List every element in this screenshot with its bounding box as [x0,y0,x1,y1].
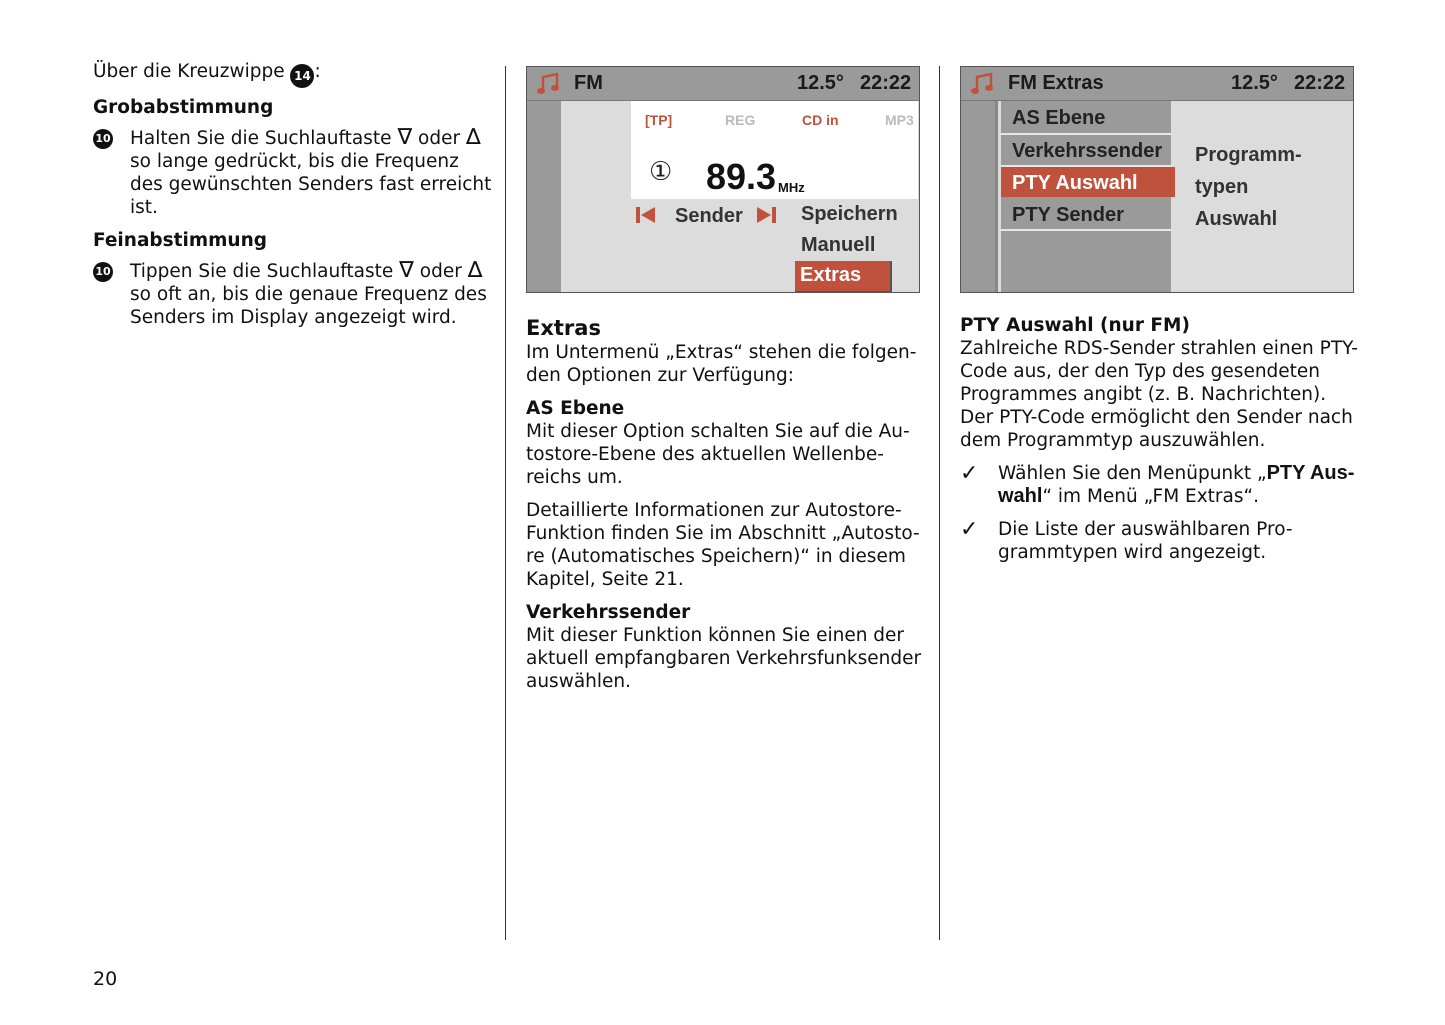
left-bar [527,101,561,292]
coarse-line-2: so lange gedrückt, bis die Frequenz [130,151,459,172]
coarse-step [93,127,493,219]
vs-line-1: Mit dieser Funktion können Sie einen der [526,625,905,646]
coarse-oder: oder [418,128,461,149]
seek-up-icon: ∆ [467,258,483,283]
pty-auswahl-term-b: wahl [998,485,1043,507]
bullet-2-line-1: Die Liste der auswählbaren Pro- [998,519,1293,540]
bullet-2 [960,518,1360,564]
controls-panel [631,199,918,292]
menu-item-manuell[interactable]: Manuell [801,234,876,256]
seek-up-icon: ∆ [466,125,481,150]
preset-number: ① [649,157,673,187]
bullet-1-text-a: Wählen Sie den Menüpunkt „ [998,463,1267,484]
detail-line-4: Kapitel, Seite 21. [526,569,684,590]
pty-auswahl-term-a: PTY Aus- [1266,462,1355,484]
fine-heading: Feinabstimmung [93,230,268,251]
fm-title-bar [527,67,919,101]
menu-item-verkehrssender[interactable] [1001,135,1171,167]
pty-heading: PTY Auswahl (nur FM) [960,315,1190,336]
info-line-2: typen [1195,176,1249,198]
menu-label: PTY Sender [1012,204,1124,226]
menu-item-pty-sender[interactable] [1001,199,1171,231]
vs-line-2: aktuell empfangbaren Verkehrsfunksender [526,648,922,669]
menu-item-pty-auswahl-selected[interactable] [1001,167,1175,197]
coarse-line-4: ist. [130,197,158,218]
frequency-panel [631,101,918,199]
fm-extras-screen [960,66,1354,293]
extras-intro-1: Im Untermenü „Extras“ stehen die folgen- [526,342,917,363]
intro-line [93,60,493,88]
temperature: 12.5° [1231,72,1278,94]
menu-label: AS Ebene [1012,107,1106,129]
intro-colon: : [314,61,321,82]
seek-down-icon: ∇ [399,258,414,283]
page-number: 20 [93,968,118,990]
cd-indicator: CD in [802,112,839,128]
coarse-heading: Grobabstimmung [93,97,274,118]
clock: 22:22 [1294,72,1346,94]
as-line-3: reichs um. [526,467,623,488]
frequency-value: 89.3 [706,156,777,197]
fine-text-a: Tippen Sie die Suchlauftaste [130,261,394,282]
coarse-text-a: Halten Sie die Suchlauftaste [130,128,392,149]
frequency-unit: MHz [778,180,805,195]
pty-line-3: Programmes angibt (z. B. Nachrichten). [960,384,1327,405]
left-bar [961,101,998,292]
menu-item-speichern[interactable]: Speichern [801,203,898,225]
pty-line-4: Der PTY-Code ermöglicht den Sender nach [960,407,1353,428]
seek-down-icon: ∇ [397,125,413,150]
bullet-2-line-2: grammtypen wird angezeigt. [998,542,1267,563]
bullet-1-line-2 [998,485,1360,508]
temperature: 12.5° [797,72,844,94]
bullet-1-line-1 [998,462,1360,485]
fine-oder: oder [419,261,462,282]
as-ebene-heading: AS Ebene [526,398,625,419]
clock: 22:22 [860,72,912,94]
mp3-indicator: MP3 [885,112,914,128]
sender-label: Sender [675,205,743,227]
fm-display-screen [526,66,920,293]
skip-forward-icon[interactable] [755,206,777,224]
fine-step [93,260,493,329]
info-panel [1195,139,1302,235]
fine-line-2: so oft an, bis die genaue Frequenz des [130,284,487,305]
music-note-icon [969,71,995,97]
pty-line-1: Zahlreiche RDS-Sender strahlen einen PTY- [960,338,1358,359]
music-note-icon [535,71,561,97]
detail-line-2: Funktion finden Sie im Abschnitt „Autosto- [526,523,920,544]
fine-line-3: Senders im Display angezeigt wird. [130,307,457,328]
menu-item-extras-label: Extras [800,264,862,286]
menu-list [1001,101,1171,292]
verkehrssender-heading: Verkehrssender [526,602,691,623]
reg-indicator: REG [725,112,756,128]
control-14-badge: 14 [290,64,314,88]
screen-title: FM Extras [1008,72,1104,94]
pty-line-2: Code aus, der den Typ des gesendeten [960,361,1321,382]
column-divider-left [505,66,506,940]
menu-label: Verkehrssender [1012,140,1163,162]
bullet-1-text-b: “ im Menü „FM Extras“. [1042,486,1259,507]
coarse-line-3: des gewünschten Senders fast erreicht [130,174,492,195]
bullet-1 [960,462,1360,508]
menu-item-as-ebene[interactable] [1001,101,1171,135]
detail-line-1: Detaillierte Informationen zur Autostore- [526,500,902,521]
menu-label: PTY Auswahl [1012,172,1138,194]
column-divider-right [939,66,940,940]
coarse-line-1 [130,127,493,150]
fm-extras-title-bar [961,67,1353,101]
pty-line-5: dem Programmtyp auszuwählen. [960,430,1266,451]
extras-intro-2: den Optionen zur Verfügung: [526,365,794,386]
step-number-badge: 10 [93,129,113,149]
detail-line-3: re (Automatisches Speichern)“ in diesem [526,546,906,567]
vs-line-3: auswählen. [526,671,632,692]
step-number-badge: 10 [93,262,113,282]
as-line-2: tostore-Ebene des aktuellen Wellenbe- [526,444,884,465]
middle-column [526,315,926,693]
screen-title: FM [574,72,603,94]
fine-line-1 [130,260,493,283]
extras-heading: Extras [526,316,601,340]
info-line-3: Auswahl [1195,208,1278,230]
right-column [960,314,1360,564]
checkmark-icon: ✓ [960,517,979,542]
checkmark-icon: ✓ [960,461,979,486]
info-line-1: Programm- [1195,144,1302,166]
as-line-1: Mit dieser Option schalten Sie auf die Au- [526,421,910,442]
tp-indicator: [TP] [645,112,673,128]
skip-back-icon[interactable] [635,206,657,224]
menu-item-extras-selected[interactable] [795,261,892,293]
left-column [93,60,493,329]
intro-text: Über die Kreuzwippe [93,61,285,82]
